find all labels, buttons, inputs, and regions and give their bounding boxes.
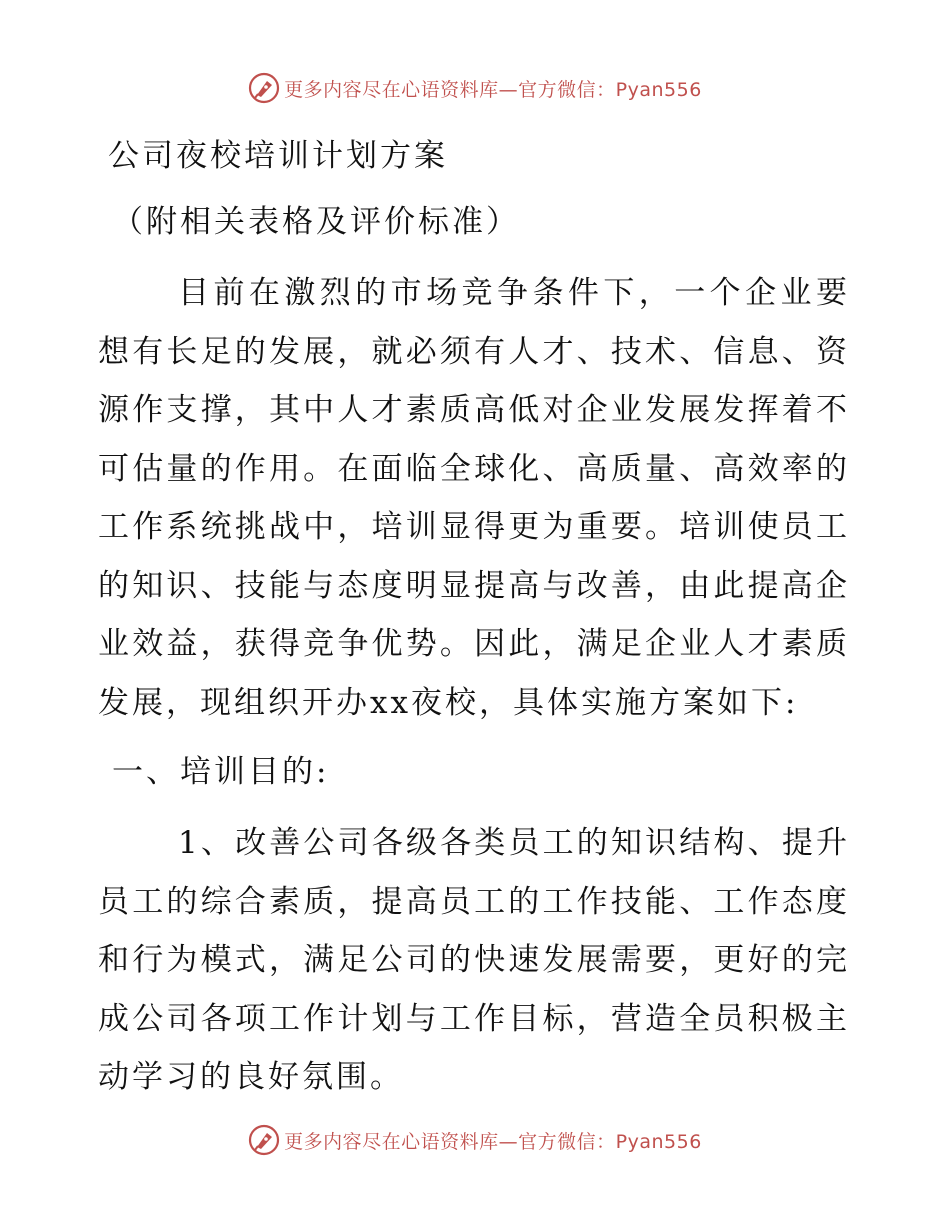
- document-body: [98, 120, 850, 1107]
- intro-paragraph: 目前在激烈的市场竞争条件下，一个企业要想有长足的发展，就必须有人才、技术、信息、资源作支撑，其中人才素质高低对企业发展发挥着不可估量的作用。在面临全球化、高质量、高效率的工作系统挑战中，培训显得更为重要。培训使员工的知识、技能与态度明显提高与改善，由此提高企业效益，获得竞争优势。因此，满足企业人才素质发展，现组织开办xx夜校，具体实施方案如下:: [98, 275, 850, 721]
- watermark-text: 更多内容尽在心语资料库—官方微信：Pyan556: [284, 78, 702, 101]
- document-subtitle: （附相关表格及评价标准）: [112, 204, 520, 240]
- pen-nib-logo-icon: [248, 1124, 280, 1156]
- document-title: 公司夜校培训计划方案: [108, 138, 448, 174]
- purpose-item-1: 1、改善公司各级各类员工的知识结构、提升员工的综合素质，提高员工的工作技能、工作态度和行为模式，满足公司的快速发展需要，更好的完成公司各项工作计划与工作目标，营造全员积极主动学习的良好氛围。: [98, 825, 850, 1095]
- header-watermark: [0, 70, 950, 106]
- footer-watermark: [0, 1122, 950, 1158]
- section-heading-purpose: 一、培训目的:: [112, 754, 330, 790]
- pen-nib-logo-icon: [248, 72, 280, 104]
- watermark-text: 更多内容尽在心语资料库—官方微信：Pyan556: [284, 1130, 702, 1153]
